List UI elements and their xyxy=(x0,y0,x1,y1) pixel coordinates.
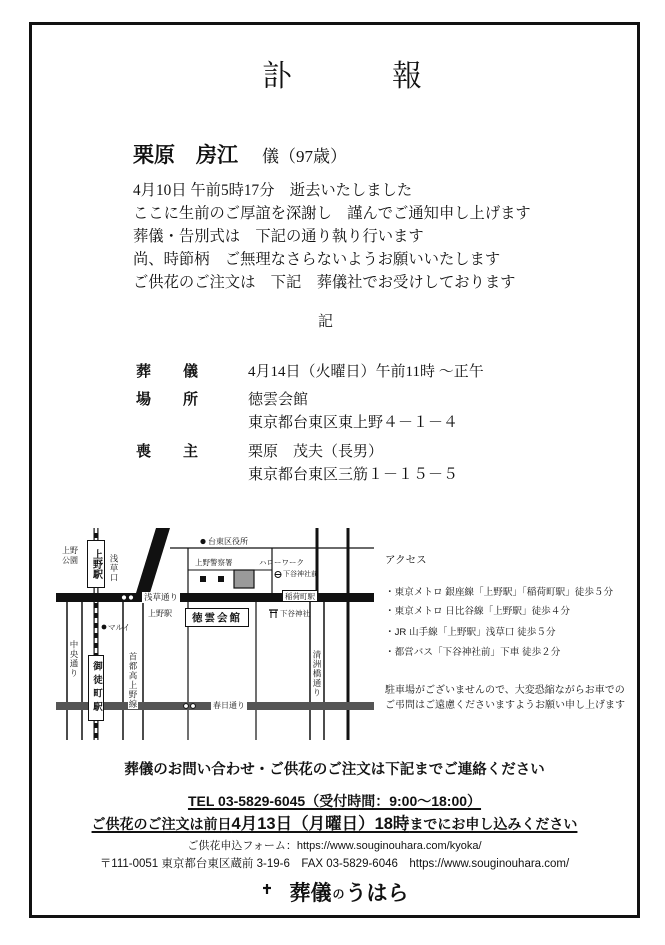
ward-office-dot-icon xyxy=(200,539,205,544)
hello-work-label: ハローワーク xyxy=(259,558,304,567)
inaricho-station-label: 稲荷町駅 xyxy=(285,591,315,601)
access-item: ・東京メトロ 日比谷線「上野駅」徒歩４分 xyxy=(385,606,570,617)
deceased-age: 儀（97歳） xyxy=(262,147,347,166)
ueno-park-label: 上野公園 xyxy=(62,546,78,565)
taito-ward-office-label: 台東区役所 xyxy=(208,537,248,546)
notice-line: 尚、時節柄 ご無理なさらないようお願いいたします xyxy=(133,251,501,268)
deceased-name: 栗原 房江 xyxy=(133,143,238,167)
station-marker-icon xyxy=(191,704,196,709)
contact-tel: TEL 03-5829-6045（受付時間：9:00～18:00） xyxy=(187,793,482,809)
contact-heading: 葬儀のお問い合わせ・ご供花のご注文は下記までご連絡ください xyxy=(124,762,545,778)
access-heading: アクセス xyxy=(385,554,427,566)
inaricho-station-box xyxy=(282,590,318,602)
company-logo xyxy=(29,880,640,908)
shutoko-expressway xyxy=(136,528,170,593)
deceased-name-line xyxy=(133,143,347,170)
order-deadline-line xyxy=(29,814,640,834)
logo-text-1: 葬儀 xyxy=(289,882,332,905)
logo-text-2: の xyxy=(332,887,345,901)
okachimachi-station-label: 御徒町駅 xyxy=(91,661,102,715)
shutoko-ueno-line-label: 首都高上野線 xyxy=(128,652,138,709)
access-item: ・JR 山手線「上野駅」浅草口 徒歩５分 xyxy=(385,627,556,638)
shitaya-jinja-mae-bus-label: 下谷神社前 xyxy=(283,571,318,578)
notice-line: 葬儀・告別式は 下記の通り執り行います xyxy=(133,228,424,245)
notice-line: ご供花のご注文は 下記 葬儀社でお受けしております xyxy=(133,274,516,291)
station-marker-icon xyxy=(128,595,133,600)
order-deadline xyxy=(92,816,578,832)
chief-mourner-label: 喪主 xyxy=(136,444,231,460)
ki-heading: 記 xyxy=(318,314,334,330)
venue-label: 場所 xyxy=(136,392,231,408)
building-marker xyxy=(218,576,224,582)
funeral-datetime: 4月14日（火曜日）午前11時 ～正午 xyxy=(248,364,484,380)
shitaya-jinja-label: 下谷神社 xyxy=(280,609,310,618)
chief-mourner-address: 東京都台東区三筋１－１５－５ xyxy=(248,467,459,483)
building-marker xyxy=(200,576,206,582)
funeral-label: 葬儀 xyxy=(136,364,231,380)
order-deadline-date: 4月13日（月曜日）18時 xyxy=(231,815,410,833)
asakusa-dori-label: 浅草通り xyxy=(144,592,179,602)
station-marker-icon xyxy=(184,704,189,709)
order-deadline-suffix: までにお申し込みください xyxy=(409,816,578,832)
access-item: ・東京メトロ 銀座線「上野駅」「稲荷町駅」徒歩５分 xyxy=(385,587,614,598)
company-address-line: 〒111-0051 東京都台東区蔵前 3-19-6 FAX 03-5829-6046 https://www.souginouhara.com/ xyxy=(99,858,570,870)
access-map xyxy=(56,528,374,740)
bus-stop-icon xyxy=(275,572,281,578)
okachimachi-station-box xyxy=(88,655,104,721)
ueno-police-label: 上野警察署 xyxy=(195,558,233,567)
shrine-icon xyxy=(269,610,278,618)
notice-line: ここに生前のご厚誼を深謝し 謹んでご通知申し上げます xyxy=(133,205,531,222)
flower-order-form: ご供花申込フォーム：https://www.souginouhara.com/kyoka/ xyxy=(187,840,482,852)
venue-box xyxy=(185,608,249,627)
logo-mark-icon xyxy=(260,881,284,907)
station-marker-icon xyxy=(121,595,126,600)
access-item: ・都営バス「下谷神社前」下車 徒歩２分 xyxy=(385,647,561,658)
contact-tel-line xyxy=(29,792,640,810)
chuo-dori-label: 中央通り xyxy=(69,640,79,678)
marui-label: マルイ xyxy=(108,623,131,632)
venue-name: 徳雲会館 xyxy=(248,392,309,408)
metro-ueno-station-label: 上野駅 xyxy=(148,609,172,618)
asakusa-dori-road xyxy=(56,593,374,602)
parking-note-line: 駐車場がございませんので、大変恐縮ながらお車での xyxy=(385,685,625,696)
jr-ueno-station-label: 上野駅 xyxy=(90,549,102,579)
notice-body xyxy=(133,179,531,294)
kiyosubashi-dori-label: 清洲橋通り xyxy=(312,650,322,698)
logo-text-3: うはら xyxy=(345,882,409,905)
asakusa-exit-label: 浅草口 xyxy=(109,554,119,583)
parking-note-line: ご弔問はご遠慮くださいますようお願い申し上げます xyxy=(385,700,625,711)
notice-line: 4月10日 午前5時17分 逝去いたしました xyxy=(133,182,413,199)
marui-dot-icon xyxy=(102,625,107,630)
order-deadline-prefix: ご供花のご注文は前日 xyxy=(91,816,232,832)
venue-address: 東京都台東区東上野４－１－４ xyxy=(248,415,459,431)
chief-mourner-name: 栗原 茂夫（長男） xyxy=(248,444,384,460)
jr-ueno-station-box xyxy=(87,540,105,588)
kasuga-dori-label: 春日通り xyxy=(213,701,245,710)
venue-map-label: 徳雲会館 xyxy=(192,612,242,624)
page-title: 訃報 xyxy=(262,60,522,93)
venue-building xyxy=(234,570,254,588)
